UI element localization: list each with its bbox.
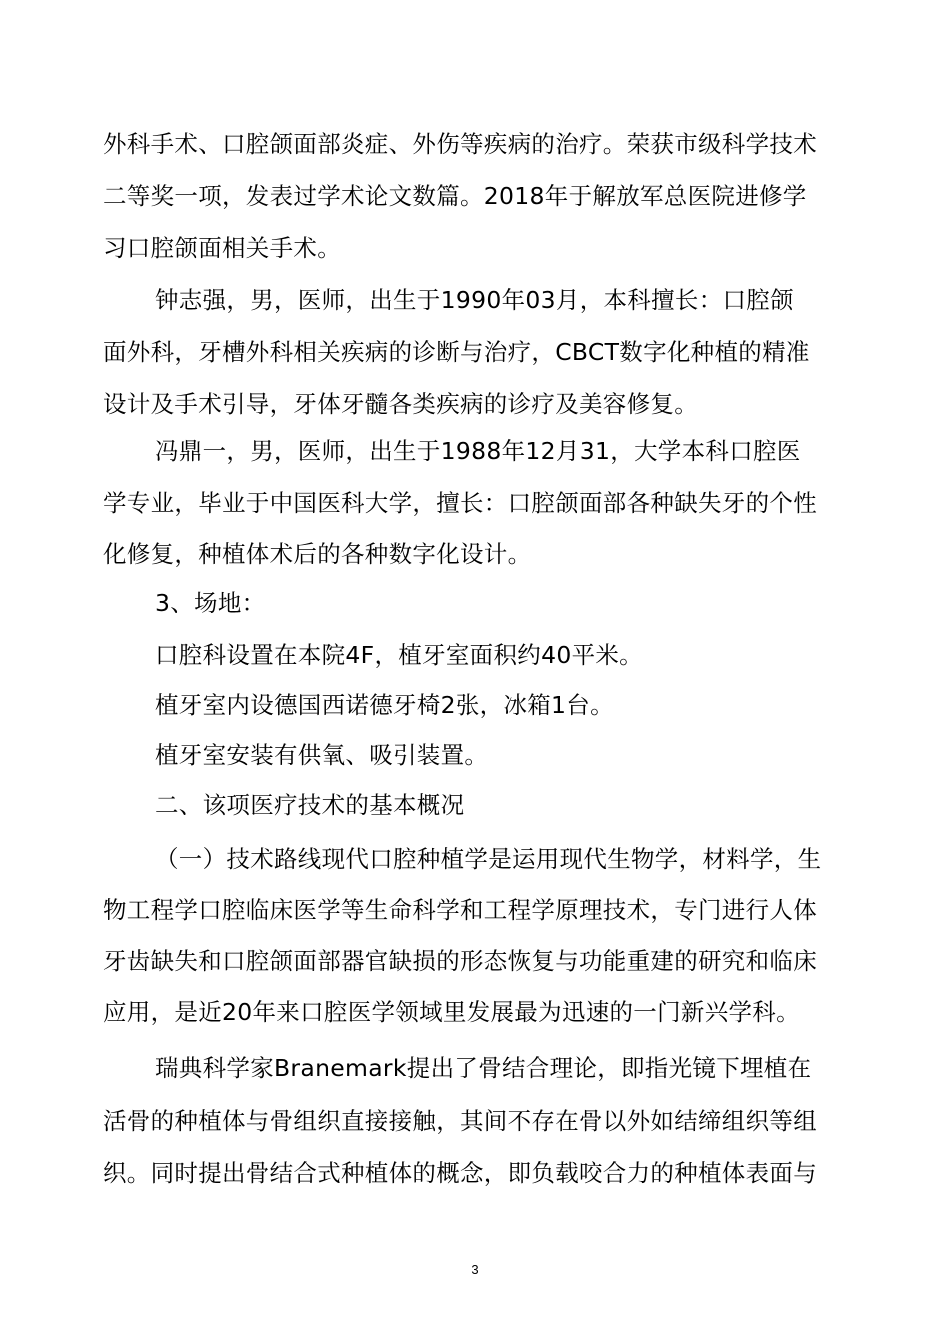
paragraph-line: （一）技术路线现代口腔种植学是运用现代生物学，材料学，生	[155, 845, 822, 873]
paragraph-line: 植牙室内设德国西诺德牙椅2张，冰箱1台。	[155, 691, 614, 719]
paragraph-line: 冯鼎一，男，医师，出生于1988年12月31，大学本科口腔医	[155, 437, 801, 465]
paragraph-line: 植牙室安装有供氧、吸引装置。	[155, 741, 489, 769]
paragraph-line: 二等奖一项，发表过学术论文数篇。2018年于解放军总医院进修学	[103, 182, 807, 210]
paragraph-line: 瑞典科学家Branemark提出了骨结合理论，即指光镜下埋植在	[155, 1054, 812, 1082]
paragraph-line: 外科手术、口腔颌面部炎症、外伤等疾病的治疗。荣获市级科学技术	[103, 130, 817, 158]
paragraph-line: 习口腔颌面相关手术。	[103, 234, 341, 262]
paragraph-line: 钟志强，男，医师，出生于1990年03月，本科擅长：口腔颌	[155, 286, 794, 314]
page-number: 3	[471, 1262, 479, 1277]
paragraph-line: 织。同时提出骨结合式种植体的概念，即负载咬合力的种植体表面与	[103, 1159, 817, 1187]
section-heading: 二、该项医疗技术的基本概况	[155, 791, 465, 819]
paragraph-line: 应用，是近20年来口腔医学领域里发展最为迅速的一门新兴学科。	[103, 998, 800, 1026]
paragraph-line: 活骨的种植体与骨组织直接接触，其间不存在骨以外如结缔组织等组	[103, 1107, 817, 1135]
paragraph-line: 物工程学口腔临床医学等生命科学和工程学原理技术，专门进行人体	[103, 896, 817, 924]
paragraph-line: 面外科，牙槽外科相关疾病的诊断与治疗，CBCT数字化种植的精准	[103, 338, 810, 366]
paragraph-line: 设计及手术引导，牙体牙髓各类疾病的诊疗及美容修复。	[103, 390, 698, 418]
section-heading: 3、场地：	[155, 589, 266, 617]
paragraph-line: 口腔科设置在本院4F，植牙室面积约40平米。	[155, 641, 643, 669]
paragraph-line: 牙齿缺失和口腔颌面部器官缺损的形态恢复与功能重建的研究和临床	[103, 947, 817, 975]
paragraph-line: 化修复，种植体术后的各种数字化设计。	[103, 540, 532, 568]
paragraph-line: 学专业，毕业于中国医科大学，擅长：口腔颌面部各种缺失牙的个性	[103, 489, 817, 517]
